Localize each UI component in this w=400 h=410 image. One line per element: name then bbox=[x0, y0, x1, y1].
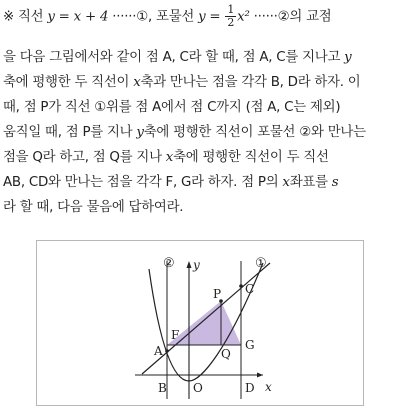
problem-line-3: 축에 평행한 두 직선이 x축과 만나는 점을 각각 B, D라 하자. 이 bbox=[3, 75, 361, 90]
problem-line-5: 움직일 때, 점 P를 지나 y축에 평행한 직선이 포물선 ②와 만나는 bbox=[3, 125, 366, 140]
label-origin: O bbox=[193, 381, 203, 395]
line-equation: y = x + 4 bbox=[47, 9, 109, 25]
label-q: Q bbox=[221, 347, 231, 361]
label-f: F bbox=[171, 328, 180, 342]
label-x-axis: x bbox=[265, 380, 272, 394]
problem-line-2: 을 다음 그림에서와 같이 점 A, C라 할 때, 점 A, C를 지나고 y bbox=[3, 50, 352, 65]
graph-figure bbox=[37, 241, 363, 405]
problem-line-8: 라 할 때, 다음 물음에 답하여라. bbox=[3, 200, 184, 215]
label-a: A bbox=[154, 344, 163, 358]
problem-line-6: 점을 Q라 하고, 점 Q를 지나 x축에 평행한 직선이 두 직선 bbox=[3, 150, 329, 165]
label-c: C bbox=[245, 282, 255, 296]
y-axis-arrow bbox=[187, 261, 192, 268]
figure-box bbox=[36, 240, 364, 406]
label-y-axis: y bbox=[193, 258, 200, 272]
problem-line-1: ※ 직선 y = x + 4 ······①, 포물선 y = $\frac{1}{2}$ x² ······②의 교점 bbox=[3, 3, 332, 29]
point-a bbox=[165, 349, 169, 353]
point-c bbox=[239, 284, 243, 288]
label-line-1: ① bbox=[255, 256, 267, 271]
label-b: B bbox=[158, 381, 167, 395]
label-curve-2: ② bbox=[163, 256, 175, 271]
label-p: P bbox=[213, 287, 222, 301]
problem-line-7: AB, CD와 만나는 점을 각각 F, G라 하자. 점 P의 x좌표를 s bbox=[3, 175, 339, 190]
problem-line-4: 때, 점 P가 직선 ①위를 점 A에서 점 C까지 (점 A, C는 제외) bbox=[3, 100, 341, 115]
label-g: G bbox=[245, 338, 255, 352]
parabola-equation: y = bbox=[198, 9, 225, 25]
label-d: D bbox=[245, 381, 255, 395]
fraction-one-half: $\frac{1}{2}$ bbox=[227, 3, 235, 29]
x-axis-arrow bbox=[257, 373, 263, 378]
